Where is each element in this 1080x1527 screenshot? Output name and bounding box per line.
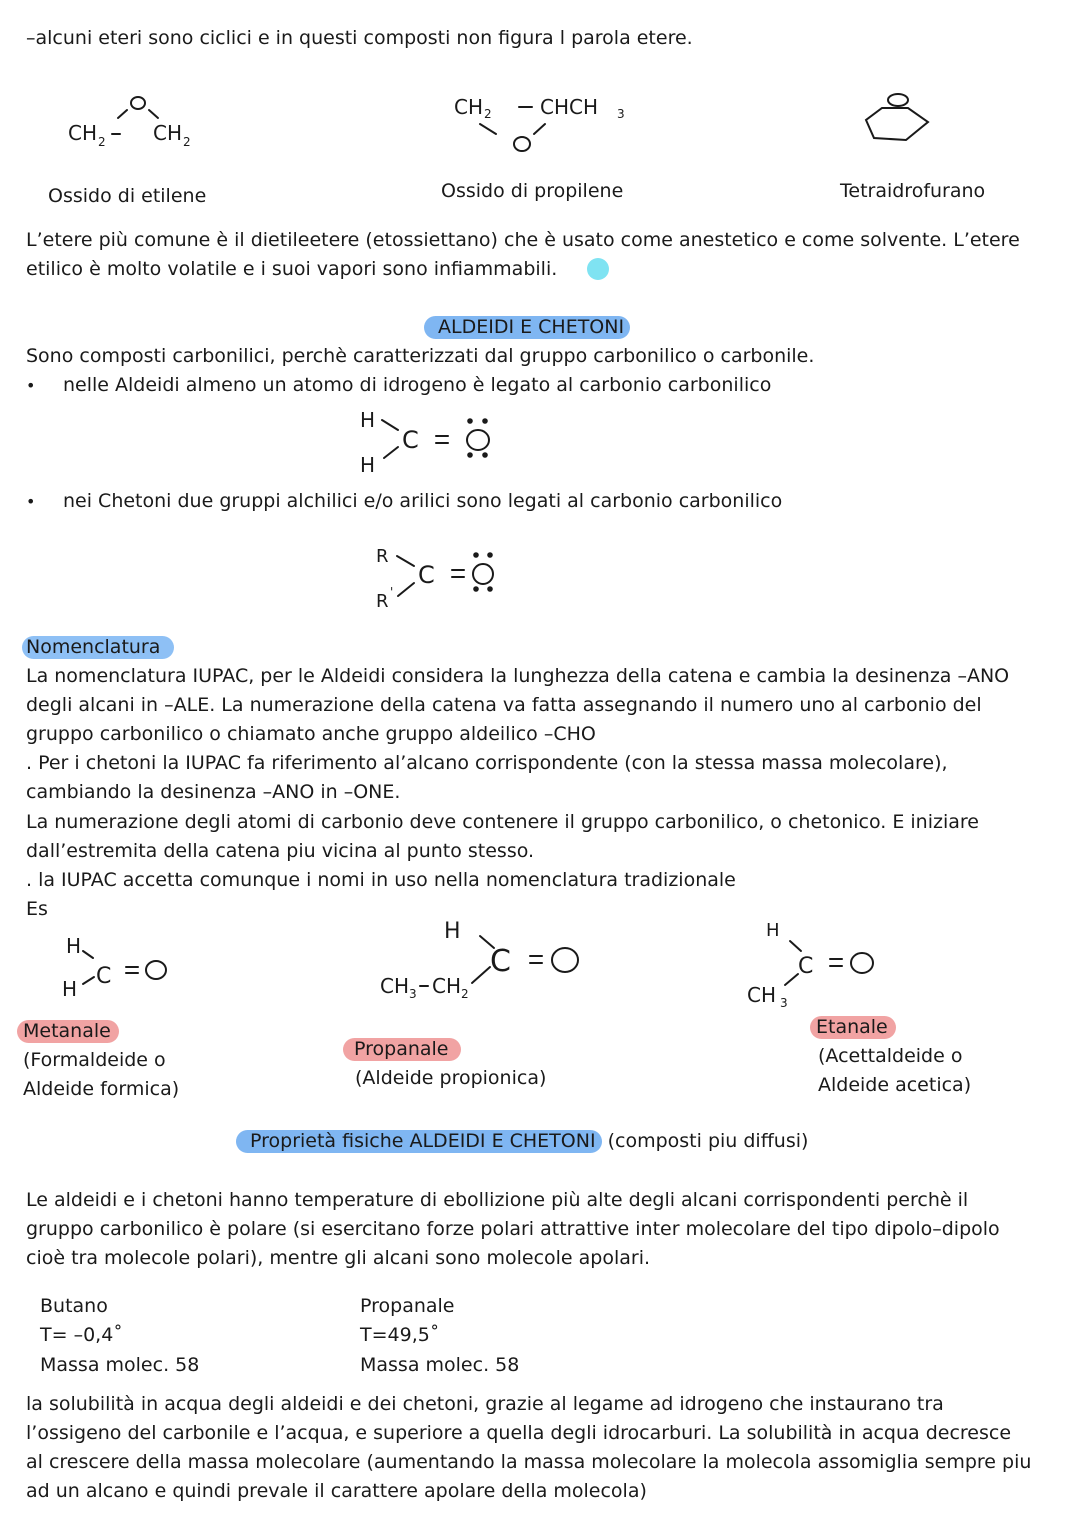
comparison-temp: T= –0,4˚ <box>40 1324 123 1346</box>
bullet-icon: • <box>26 376 36 395</box>
example-name-label: Metanale <box>17 1020 119 1043</box>
example-name-label: Etanale <box>810 1016 896 1039</box>
svg-text:C: C <box>490 944 511 979</box>
svg-text:C: C <box>96 964 112 989</box>
svg-text:H: H <box>766 920 780 941</box>
cyclic-ether-name: Ossido di etilene <box>48 185 207 207</box>
svg-text:2: 2 <box>98 135 106 149</box>
svg-text:C: C <box>798 954 814 979</box>
proprieta-title <box>236 1127 808 1156</box>
ether-paragraph-line: etilico è molto volatile e i suoi vapori sono infiammabili. <box>26 258 558 280</box>
svg-text:H: H <box>360 408 376 432</box>
svg-text:3: 3 <box>409 987 417 1001</box>
nomenclatura-line: La numerazione degli atomi di carbonio deve contenere il gruppo carbonilico, o chetonico. E iniziare <box>26 811 979 833</box>
nomenclatura-line: gruppo carbonilico o chiamato anche gruppo aldeilico –CHO <box>26 723 596 745</box>
nomenclatura-title-text: Nomenclatura <box>22 636 174 659</box>
section-intro: Sono composti carbonilici, perchè caratterizzati dal gruppo carbonilico o carbonile. <box>26 345 815 367</box>
svg-text:CH: CH <box>68 121 98 145</box>
intro-text: –alcuni eteri sono ciclici e in questi composti non figura l parola etere. <box>26 27 693 49</box>
ketone-generic-structure <box>376 546 493 612</box>
comparison-mass: Massa molec. 58 <box>40 1354 200 1376</box>
nomenclatura-line: . la IUPAC accetta comunque i nomi in uso nella nomenclatura tradizionale <box>26 869 736 891</box>
example-alt: Aldeide acetica) <box>818 1074 972 1096</box>
solubility-line: al crescere della massa molecolare (aumentando la massa molecolare la molecola assomiglia sempre piu <box>26 1451 1032 1473</box>
solubility-line: l’ossigeno del carbonile e l’acqua, e superiore a quella degli idrocarburi. La solubilità in acqua decresce <box>26 1422 1012 1444</box>
nomenclatura-line: cambiando la desinenza –ANO in –ONE. <box>26 781 401 803</box>
bullet-text: nelle Aldeidi almeno un atomo di idrogeno è legato al carbonio carbonilico <box>63 374 772 396</box>
svg-text:': ' <box>390 585 394 599</box>
ether-paragraph-line: L’etere più comune è il dietileetere (etossiettano) che è usato come anestetico e come solvente. L’etere <box>26 229 1020 251</box>
section-title-text: ALDEIDI E CHETONI <box>424 316 630 339</box>
example-alt: (Acettaldeide o <box>818 1045 963 1067</box>
example-name-label: Propanale <box>343 1038 461 1061</box>
comparison-name: Butano <box>40 1295 108 1317</box>
svg-text:H: H <box>62 977 78 1001</box>
highlight-dot <box>587 258 609 280</box>
nomenclatura-title <box>22 633 174 662</box>
propylene-oxide-structure <box>454 95 625 151</box>
svg-text:C: C <box>402 426 419 454</box>
thf-structure <box>866 94 928 140</box>
svg-text:2: 2 <box>461 987 469 1001</box>
svg-text:H: H <box>444 919 461 944</box>
nomenclatura-line: Es <box>26 898 48 920</box>
bullet-icon: • <box>26 492 36 511</box>
example-name <box>17 1017 119 1046</box>
metanale-structure <box>62 934 166 1001</box>
svg-text:3: 3 <box>780 996 788 1010</box>
svg-text:2: 2 <box>183 135 191 149</box>
example-alt: Aldeide formica) <box>23 1078 180 1100</box>
comparison-name: Propanale <box>360 1295 455 1317</box>
svg-text:R: R <box>376 591 389 612</box>
etanale-structure <box>747 920 873 1010</box>
svg-text:2: 2 <box>484 107 492 121</box>
propanale-structure <box>380 919 578 1001</box>
example-name <box>810 1013 896 1042</box>
svg-text:CH: CH <box>153 121 183 145</box>
solubility-line: la solubilità in acqua degli aldeidi e dei chetoni, grazie al legame ad idrogeno che instaurano tra <box>26 1393 944 1415</box>
svg-text:CH: CH <box>380 974 410 998</box>
svg-text:R: R <box>376 546 389 567</box>
proprieta-paragraph-line: cioè tra molecole polari), mentre gli alcani sono molecole apolari. <box>26 1247 651 1269</box>
example-alt: (Formaldeide o <box>23 1049 166 1071</box>
svg-text:CH: CH <box>454 95 484 119</box>
cyclic-ether-name: Ossido di propilene <box>441 180 624 202</box>
example-name <box>343 1035 461 1064</box>
svg-text:H: H <box>360 453 376 477</box>
section-title-aldeidi <box>424 313 630 342</box>
nomenclatura-line: degli alcani in –ALE. La numerazione della catena va fatta assegnando il numero uno al carbonio del <box>26 694 982 716</box>
cyclic-ether-name: Tetraidrofurano <box>840 180 986 202</box>
proprieta-title-text: Proprietà fisiche ALDEIDI E CHETONI <box>236 1130 602 1153</box>
comparison-mass: Massa molec. 58 <box>360 1354 520 1376</box>
svg-text:CH: CH <box>747 983 777 1007</box>
svg-text:CHCH: CHCH <box>540 95 599 119</box>
proprieta-paragraph-line: Le aldeidi e i chetoni hanno temperature di ebollizione più alte degli alcani corrispondenti perchè il <box>26 1189 969 1211</box>
nomenclatura-line: La nomenclatura IUPAC, per le Aldeidi considera la lunghezza della catena e cambia la desinenza –ANO <box>26 665 1010 687</box>
nomenclatura-line: . Per i chetoni la IUPAC fa riferimento al’alcano corrispondente (con la stessa massa molecolare), <box>26 752 948 774</box>
svg-text:CH: CH <box>432 974 462 998</box>
proprieta-title-suffix: (composti piu diffusi) <box>601 1130 809 1152</box>
svg-text:C: C <box>418 561 435 589</box>
ethylene-oxide-structure <box>68 97 191 149</box>
aldehyde-generic-structure <box>360 408 489 477</box>
example-alt: (Aldeide propionica) <box>355 1067 547 1089</box>
solubility-line: ad un alcano e quindi prevale il carattere apolare della molecola) <box>26 1480 647 1502</box>
bullet-text: nei Chetoni due gruppi alchilici e/o arilici sono legati al carbonio carbonilico <box>63 490 783 512</box>
svg-text:3: 3 <box>617 107 625 121</box>
proprieta-paragraph-line: gruppo carbonilico è polare (si esercitano forze polari attrattive inter molecolare del tipo dipolo–dipolo <box>26 1218 1000 1240</box>
comparison-temp: T=49,5˚ <box>360 1324 440 1346</box>
nomenclatura-line: dall’estremita della catena piu vicina al punto stesso. <box>26 840 535 862</box>
svg-text:H: H <box>66 934 82 958</box>
